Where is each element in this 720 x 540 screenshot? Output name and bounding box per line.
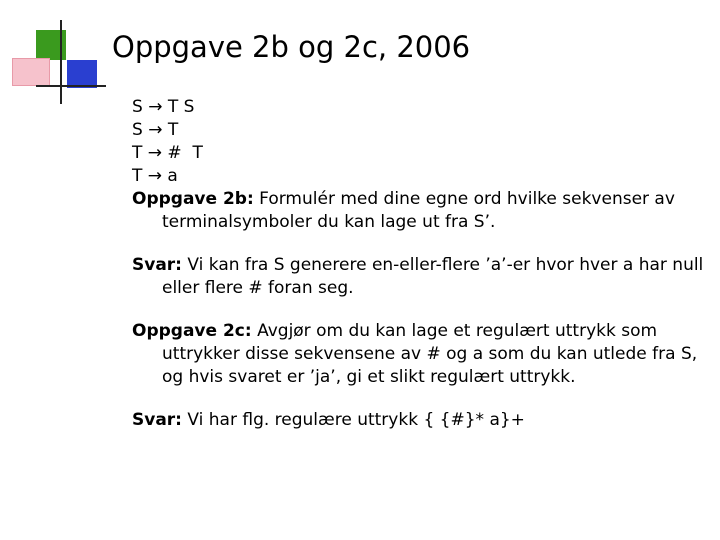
- grammar-rule-1: S → T S: [132, 97, 195, 117]
- slide-body: [132, 96, 707, 432]
- corner-blue-square: [67, 60, 97, 88]
- question-2c-text: Avgjør om du kan lage et regulært uttrykk som uttrykker disse sekvensene av # og a som du kan utlede fra S, og hvis svaret er ’ja’, gi et slikt regulært uttrykk.: [162, 321, 698, 387]
- slide-title: Oppgave 2b og 2c, 2006: [112, 30, 471, 64]
- answer-2c-label: Svar:: [132, 410, 182, 430]
- question-2c: [132, 320, 707, 389]
- answer-2b-text: Vi kan fra S generere en-eller-flere ’a’-er hvor hver a har null eller flere # foran seg.: [162, 255, 704, 298]
- question-2b-text: Formulér med dine egne ord hvilke sekvenser av terminalsymboler du kan lage ut fra S’.: [162, 189, 675, 232]
- grammar-rule-3: T → # T: [132, 143, 203, 163]
- answer-2b: [132, 254, 707, 300]
- corner-vertical-line: [60, 20, 62, 104]
- grammar-rule-4: T → a: [132, 166, 178, 186]
- question-2c-label: Oppgave 2c:: [132, 321, 252, 341]
- answer-2c-text: Vi har flg. regulære uttrykk { {#}* a}+: [187, 410, 525, 430]
- question-2b: [132, 188, 707, 234]
- question-2b-label: Oppgave 2b:: [132, 189, 254, 209]
- grammar-rule-2: S → T: [132, 120, 179, 140]
- corner-horizontal-line: [36, 85, 106, 87]
- corner-pink-square: [12, 58, 50, 86]
- answer-2b-label: Svar:: [132, 255, 182, 275]
- answer-2c: [132, 409, 707, 432]
